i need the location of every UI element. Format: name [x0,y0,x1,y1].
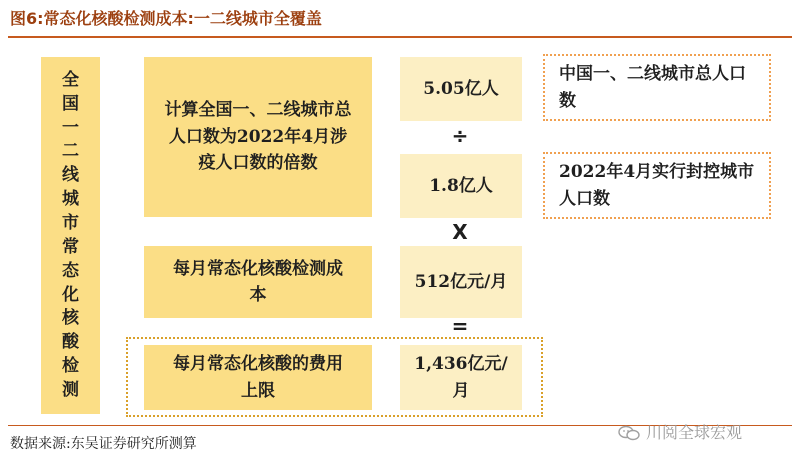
vertical-label-char: 常 [62,236,79,257]
vertical-label-char: 城 [62,189,79,210]
divide-operator: ÷ [451,124,469,148]
watermark [618,422,742,444]
lockdown-population-value-box [400,154,522,218]
watermark-text: 川阅全球宏观 [646,423,743,442]
total-population-value: 5.05亿人 [423,78,499,99]
vertical-label-char: 线 [62,165,79,186]
multiply-operator: X [452,220,468,244]
vertical-label-char: 二 [62,141,79,162]
calc-description-box [144,57,372,217]
vertical-label-char: 检 [62,356,79,377]
monthly-cost-label: 每月常态化核酸检测成本 [173,258,343,305]
vertical-label-char: 化 [62,284,79,305]
source-note: 数据来源:东吴证券研究所测算 [10,436,197,452]
total-population-note-text: 中国一、二线城市总人口数 [559,64,746,111]
wechat-icon [618,425,640,441]
monthly-limit-value-box [400,345,522,410]
vertical-label-char: 态 [62,260,79,281]
vertical-label-char: 酸 [62,332,79,353]
total-population-note [543,54,771,121]
monthly-cost-label-box [144,246,372,318]
monthly-limit-value: 1,436亿元/月 [414,354,508,401]
vertical-label-box [41,57,100,414]
lockdown-population-value: 1.8亿人 [429,175,493,196]
vertical-label-char: 核 [62,308,79,329]
monthly-limit-label: 每月常态化核酸的费用上限 [173,354,343,401]
monthly-cost-value-box [400,246,522,318]
equals-operator: = [451,314,469,338]
title-divider [8,36,792,38]
lockdown-population-note [543,152,771,219]
vertical-label-char: 国 [62,93,79,114]
lockdown-population-note-text: 2022年4月实行封控城市人口数 [559,162,755,209]
calc-description-text: 计算全国一、二线城市总人口数为2022年4月涉疫人口数的倍数 [164,100,352,174]
monthly-limit-label-box [144,345,372,410]
vertical-label-char: 一 [62,117,79,138]
vertical-label-char: 市 [62,213,79,234]
vertical-label-char: 测 [62,380,79,401]
monthly-cost-value: 512亿元/月 [414,271,508,292]
vertical-label-char: 全 [62,69,79,90]
figure-title: 图6:常态化核酸检测成本:一二线城市全覆盖 [10,9,322,28]
total-population-value-box [400,57,522,121]
